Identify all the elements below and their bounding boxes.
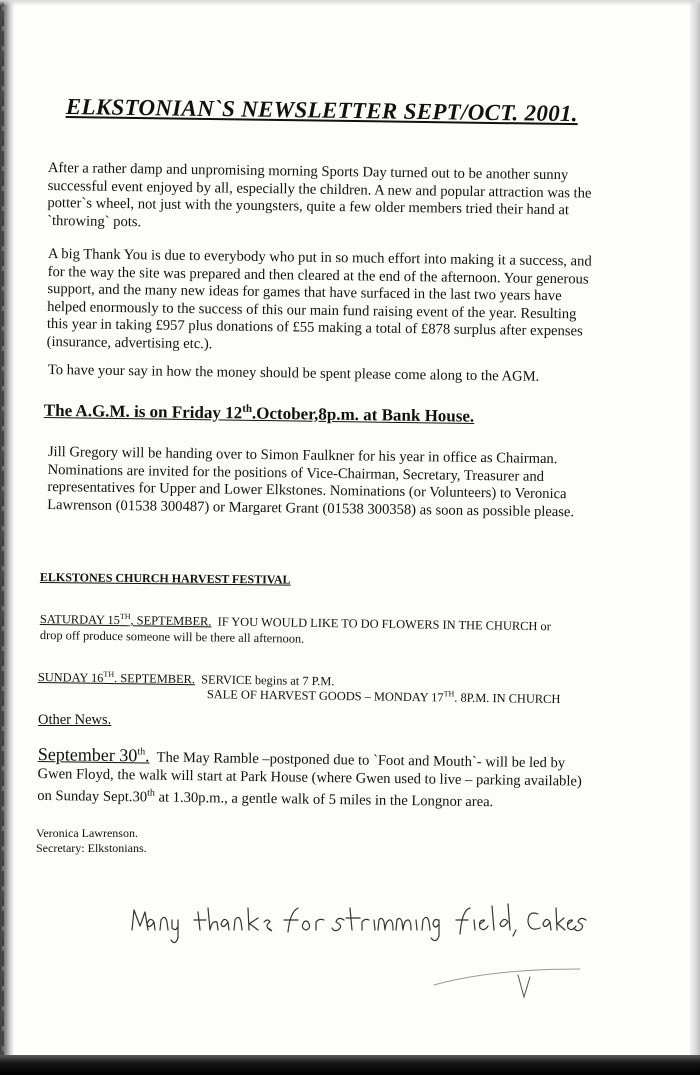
scan-bottom-edge (0, 1055, 700, 1075)
newsletter-title: ELKSTONIAN`S NEWSLETTER SEPT/OCT. 2001. (65, 94, 579, 127)
saturday-date: SATURDAY 15TH, SEPTEMBER. (39, 612, 212, 629)
signature-block (36, 826, 147, 856)
thank-you-paragraph: A big Thank You is due to everybody who put in so much effort into making it a success, and for the way the site was prepared and then cleared at the end of the afternoon. Your generous support, and the many new ideas for games that have surfaced in the last two years have helped enormously to the success of this our main fund raising event of the year. Resulting this year in taking £957 plus donations of £55 making a total of £878 surplus after expenses (insurance, advertising etc.). (46, 246, 592, 352)
other-news-heading: Other News. (38, 712, 112, 728)
signature-name: Veronica Lawrenson. (36, 826, 138, 840)
may-ramble-paragraph: September 30th. The May Ramble –postponed due to `Foot and Mouth`- will be led by Gwen Floyd, the walk will start at Park House (where Gwen used to live – parking available) on Sunday Sept.30th at 1.30p.m., a gentle walk of 5 miles in the Longnor area. (37, 743, 582, 811)
agm-heading: The A.G.M. is on Friday 12th.October,8p.m. at Bank House. (43, 400, 475, 426)
scan-top-shadow (0, 0, 700, 6)
checkmark-icon (430, 955, 590, 1005)
scan-left-edge (0, 0, 14, 1075)
saturday-line-2: drop off produce someone will be there all afternoon. (39, 628, 305, 646)
nominations-paragraph: Jill Gregory will be handing over to Simon Faulkner for his year in office as Chairman. Nominations are invited for the positions of Vice-Chairman, Secretary, Treasurer and representatives for Upper and Lower Elkstones. Nominations (or Volunteers) to Veronica Lawrenson (01538 300487) or Margaret Grant (01538 300358) as soon as possible please. (47, 444, 575, 520)
scan-right-edge (690, 0, 700, 1075)
sports-day-paragraph: After a rather damp and unpromising morning Sports Day turned out to be another sunny successful event enjoyed by all, especially the children. A new and popular attraction was the potter`s wheel, not just with the youngsters, quite a few older members tried their hand at `throwing` pots. (47, 160, 592, 230)
harvest-festival-heading: ELKSTONES CHURCH HARVEST FESTIVAL (39, 570, 291, 587)
saturday-line: SATURDAY 15TH, SEPTEMBER. IF YOU WOULD LIKE TO DO FLOWERS IN THE CHURCH or (39, 612, 551, 634)
sunday-date: SUNDAY 16TH. SEPTEMBER. (37, 669, 196, 687)
agm-invite-paragraph: To have your say in how the money should be spent please come along to the AGM. (47, 362, 540, 385)
ramble-date: September 30th. (37, 743, 150, 766)
signature-role: Secretary: Elkstonians. (36, 841, 147, 855)
sunday-line: SUNDAY 16TH. SEPTEMBER. SERVICE begins at 7 P.M. (37, 669, 335, 689)
harvest-sale-line: SALE OF HARVEST GOODS – MONDAY 17TH. 8P.M. IN CHURCH (206, 687, 561, 707)
handwritten-note (128, 890, 608, 950)
